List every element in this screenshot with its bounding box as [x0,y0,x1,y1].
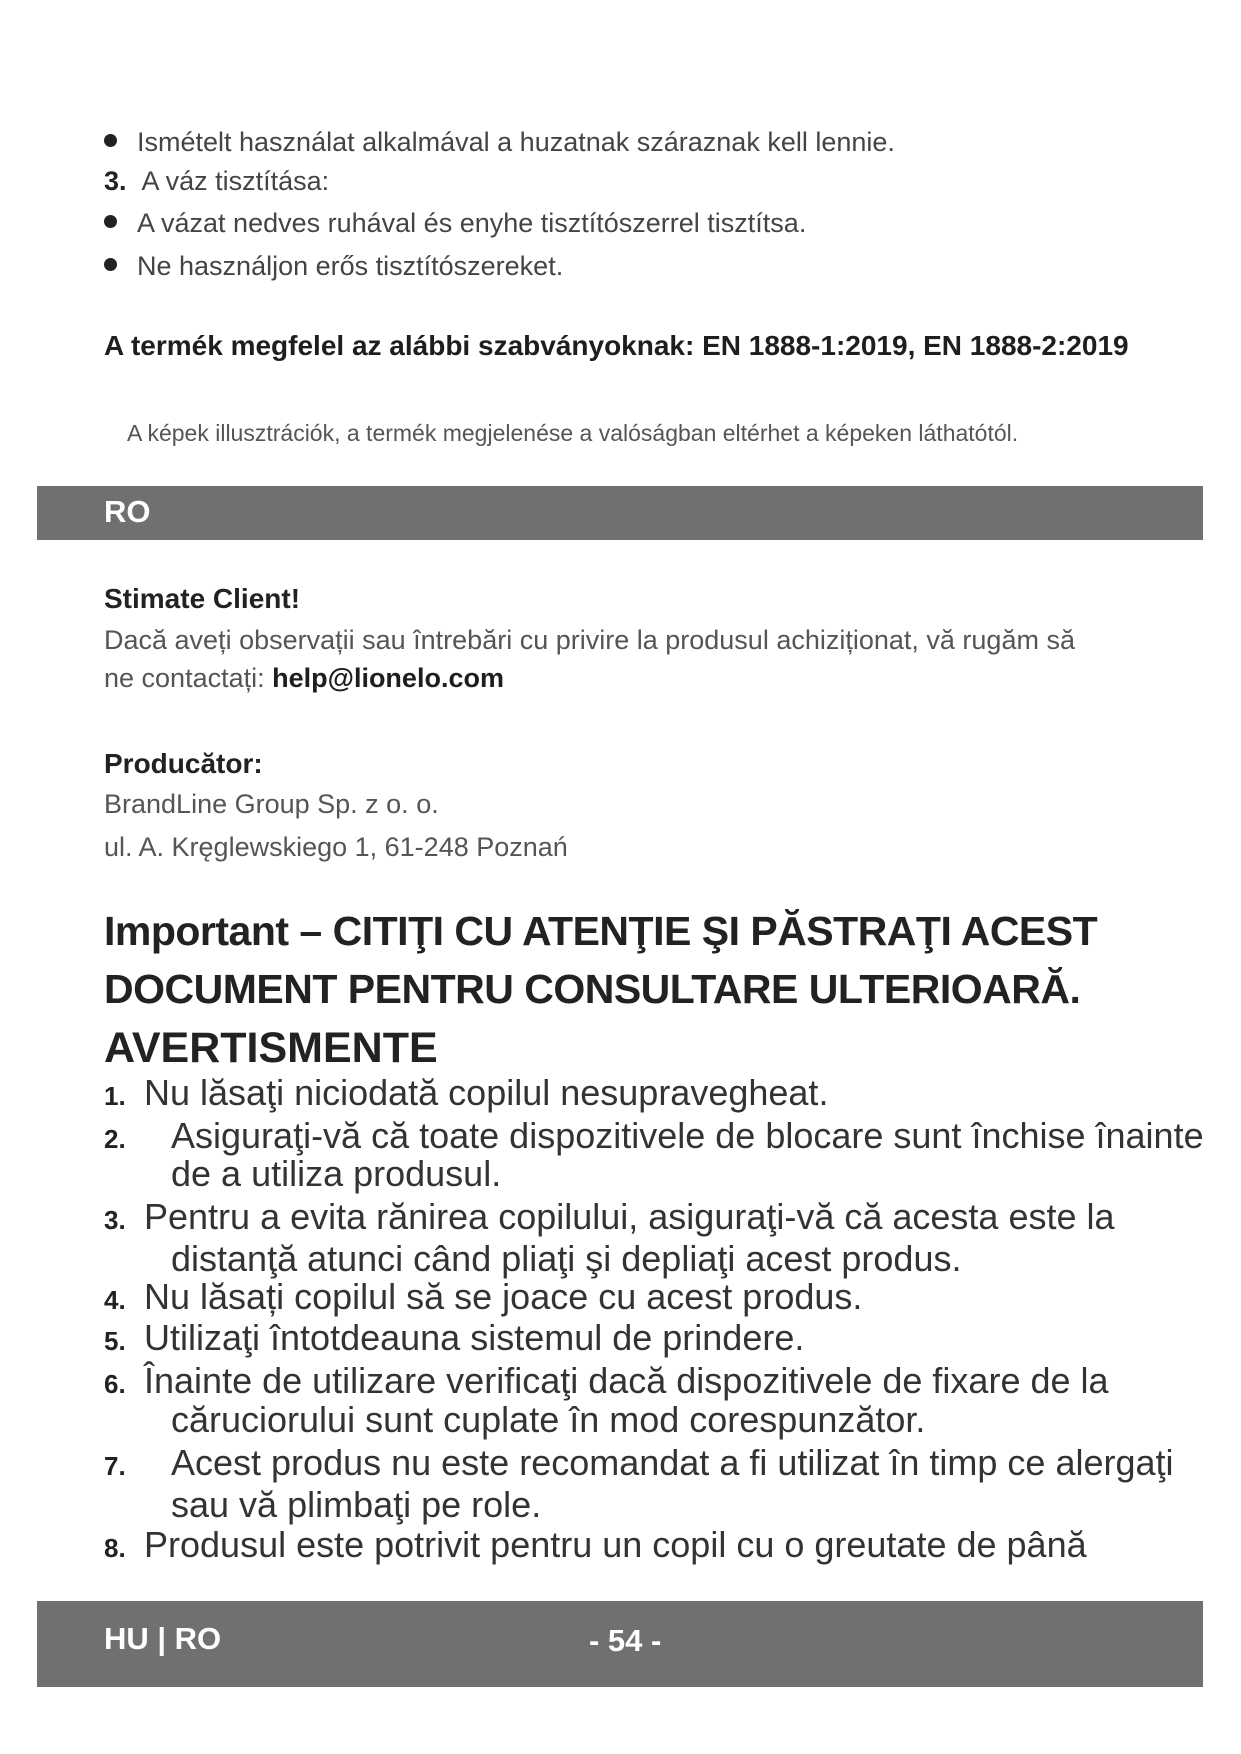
bullet-icon [104,258,117,271]
warnings-title: AVERTISMENTE [104,1024,438,1072]
warning-text: Înainte de utilizare verificaţi dacă dispozitivele de fixare de la [144,1360,1109,1401]
warning-item [104,1443,1174,1486]
warning-item [104,1073,828,1116]
list-item-text: Ne használjon erős tisztítószereket. [137,251,564,281]
list-item-text: A vázat nedves ruhával és enyhe tisztítószerrel tisztítsa. [137,208,807,238]
language-label: RO [104,494,151,529]
warning-text-continued: sau vă plimbaţi pe role. [171,1484,542,1525]
bullet-icon [104,134,117,147]
contact-text: Dacă aveți observații sau întrebări cu privire la produsul achiziționat, vă rugăm să [104,625,1075,655]
warning-item [104,1277,862,1320]
list-item-text: Ismételt használat alkalmával a huzatnak száraznak kell lennie. [137,127,895,157]
contact-email: help@lionelo.com [272,663,504,693]
warning-item [104,1525,1087,1568]
standards-statement: A termék megfelel az alábbi szabványoknak: EN 1888-1:2019, EN 1888-2:2019 [104,330,1129,361]
warning-number: 8. [104,1533,126,1563]
language-header-band [37,486,1203,540]
warning-text: Acest produs nu este recomandat a fi utilizat în timp ce alergaţi [171,1442,1174,1483]
warning-text: Nu lăsaţi niciodată copilul nesupravegheat. [144,1072,829,1113]
list-item [104,208,806,239]
page-number: - 54 - [589,1623,662,1658]
step-number: 3. [104,166,127,196]
list-item [104,251,563,282]
contact-prefix: ne contactați: [104,663,273,693]
greeting: Stimate Client! [104,583,301,614]
producer-label: Producător: [104,748,263,779]
section-step [104,166,329,197]
warning-text-continued: căruciorului sunt cuplate în mod corespunzător. [171,1399,926,1440]
list-item [104,127,895,158]
step-title: A váz tisztítása: [141,166,330,196]
warning-number: 6. [104,1369,126,1399]
warning-number: 2. [104,1124,126,1154]
important-heading-line1: Important – CITIŢI CU ATENŢIE ŞI PĂSTRAŢI ACEST [104,908,1098,954]
warning-text: Pentru a evita rănirea copilului, asiguraţi-vă că acesta este la [144,1196,1115,1237]
warning-number: 7. [104,1451,126,1481]
bullet-icon [104,215,117,228]
producer-address: ul. A. Kręglewskiego 1, 61-248 Poznań [104,832,568,862]
image-disclaimer: A képek illusztrációk, a termék megjelenése a valóságban eltérhet a képeken láthatótól. [127,420,1019,446]
warning-text: Utilizaţi întotdeauna sistemul de prindere. [144,1317,805,1358]
warning-number: 1. [104,1081,126,1111]
warning-item [104,1197,1115,1240]
contact-text-line2 [104,663,504,694]
warning-number: 4. [104,1285,126,1315]
warning-item [104,1361,1109,1404]
producer-name: BrandLine Group Sp. z o. o. [104,789,439,819]
footer-band [37,1601,1203,1687]
warning-text-continued: distanţă atunci când pliaţi şi depliaţi acest produs. [171,1238,962,1279]
warning-number: 3. [104,1205,126,1235]
warning-item [104,1318,804,1361]
important-heading-line2: DOCUMENT PENTRU CONSULTARE ULTERIOARĂ. [104,966,1081,1012]
warning-text: Nu lăsați copilul să se joace cu acest produs. [144,1276,863,1317]
warning-text-continued: de a utiliza produsul. [171,1153,502,1194]
warning-text: Asiguraţi-vă că toate dispozitivele de blocare sunt închise înainte [171,1115,1204,1156]
warning-number: 5. [104,1326,126,1356]
warning-text: Produsul este potrivit pentru un copil cu o greutate de până [144,1524,1087,1565]
footer-languages: HU | RO [104,1621,222,1656]
